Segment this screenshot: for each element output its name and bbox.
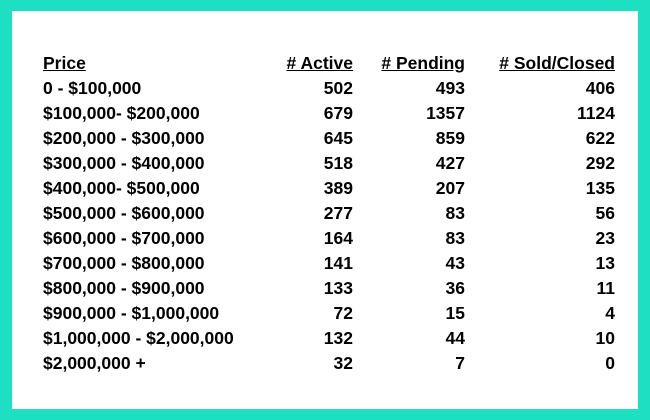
- sold-closed-cell: 23: [595, 228, 615, 248]
- header-active: # Active: [286, 53, 353, 73]
- active-cell: 72: [333, 303, 353, 323]
- table-row: [43, 176, 623, 201]
- active-cell: 132: [323, 328, 353, 348]
- price-cell: $600,000 - $700,000: [43, 228, 205, 248]
- price-cell: $300,000 - $400,000: [43, 153, 205, 173]
- pending-cell: 15: [445, 303, 465, 323]
- price-cell: $700,000 - $800,000: [43, 253, 205, 273]
- sold-closed-cell: 292: [585, 153, 615, 173]
- table-row: [43, 301, 623, 326]
- pending-cell: 493: [435, 78, 465, 98]
- table-header-row: [43, 51, 623, 76]
- sold-closed-cell: 135: [585, 178, 615, 198]
- pending-cell: 7: [455, 353, 465, 373]
- table-row: [43, 251, 623, 276]
- header-pending: # Pending: [381, 53, 465, 73]
- header-sold-closed: # Sold/Closed: [499, 53, 615, 73]
- pending-cell: 36: [445, 278, 465, 298]
- sold-closed-cell: 406: [585, 78, 615, 98]
- table-row: [43, 76, 623, 101]
- pending-cell: 207: [435, 178, 465, 198]
- active-cell: 133: [323, 278, 353, 298]
- active-cell: 389: [323, 178, 353, 198]
- pending-cell: 83: [445, 228, 465, 248]
- table-body: [43, 76, 623, 376]
- price-cell: $2,000,000 +: [43, 353, 146, 373]
- active-cell: 277: [323, 203, 353, 223]
- price-cell: $400,000- $500,000: [43, 178, 200, 198]
- pending-cell: 83: [445, 203, 465, 223]
- active-cell: 141: [323, 253, 353, 273]
- price-cell: $900,000 - $1,000,000: [43, 303, 220, 323]
- table-row: [43, 126, 623, 151]
- table-row: [43, 201, 623, 226]
- price-table: [43, 51, 623, 376]
- price-cell: 0 - $100,000: [43, 78, 142, 98]
- active-cell: 679: [323, 103, 353, 123]
- pending-cell: 427: [435, 153, 465, 173]
- table-row: [43, 326, 623, 351]
- table-row: [43, 151, 623, 176]
- active-cell: 518: [323, 153, 353, 173]
- table-row: [43, 351, 623, 376]
- sold-closed-cell: 10: [595, 328, 615, 348]
- price-cell: $200,000 - $300,000: [43, 128, 205, 148]
- price-cell: $1,000,000 - $2,000,000: [43, 328, 234, 348]
- table-row: [43, 101, 623, 126]
- active-cell: 164: [323, 228, 353, 248]
- pending-cell: 43: [445, 253, 465, 273]
- sold-closed-cell: 13: [595, 253, 615, 273]
- table-row: [43, 276, 623, 301]
- sold-closed-cell: 622: [585, 128, 615, 148]
- sold-closed-cell: 4: [605, 303, 615, 323]
- active-cell: 32: [333, 353, 353, 373]
- price-cell: $800,000 - $900,000: [43, 278, 205, 298]
- sold-closed-cell: 0: [605, 353, 615, 373]
- active-cell: 645: [323, 128, 353, 148]
- active-cell: 502: [323, 78, 353, 98]
- pending-cell: 859: [435, 128, 465, 148]
- price-cell: $500,000 - $600,000: [43, 203, 205, 223]
- sold-closed-cell: 1124: [577, 103, 615, 123]
- header-price: Price: [43, 53, 86, 73]
- sold-closed-cell: 56: [595, 203, 615, 223]
- pending-cell: 44: [445, 328, 465, 348]
- pending-cell: 1357: [426, 103, 465, 123]
- price-cell: $100,000- $200,000: [43, 103, 200, 123]
- table-row: [43, 226, 623, 251]
- content-panel: [12, 11, 638, 409]
- sold-closed-cell: 11: [596, 278, 615, 298]
